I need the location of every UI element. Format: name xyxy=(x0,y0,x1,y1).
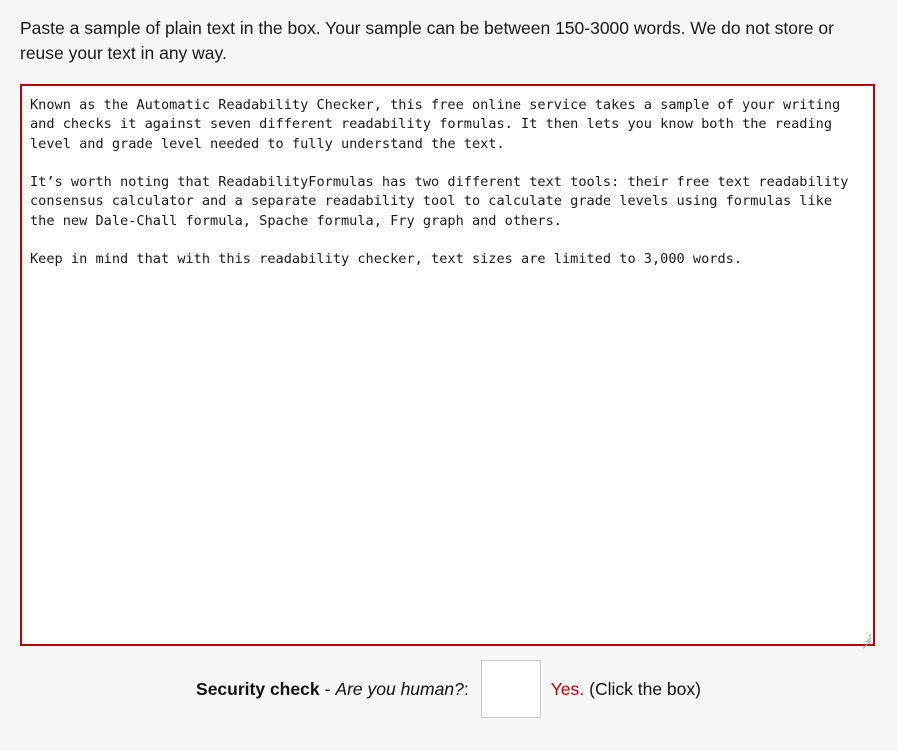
security-check-dash: - xyxy=(324,678,331,699)
sample-text-container xyxy=(20,84,875,646)
human-verification-checkbox[interactable] xyxy=(481,660,541,718)
security-check-yes-label: Yes. xyxy=(550,678,585,699)
sample-text-input[interactable] xyxy=(20,84,875,646)
instructions-text: Paste a sample of plain text in the box. Your sample can be between 150-3000 words. We do not store or reuse your text in any way. xyxy=(20,18,834,64)
security-check-colon: : xyxy=(463,678,469,699)
security-check-label: Security check xyxy=(196,678,320,699)
security-check-hint: (Click the box) xyxy=(589,678,701,699)
security-check-row xyxy=(0,660,897,718)
security-check-question: Are you human? xyxy=(335,678,464,699)
